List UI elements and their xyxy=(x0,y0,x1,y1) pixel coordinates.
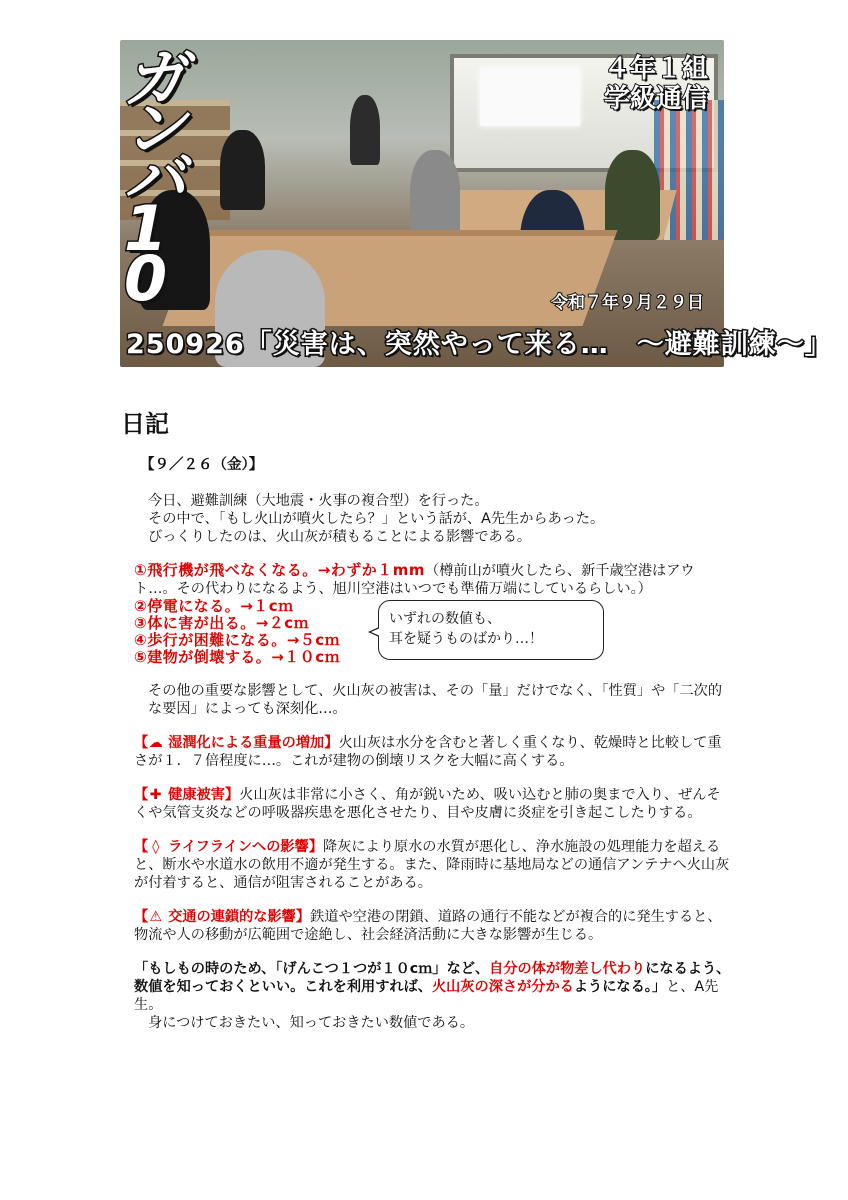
issue-date: 令和７年９月２９日 xyxy=(551,293,704,313)
effect-text: 鉄道や空港の閉鎖、道路の通行不能などが複合的に発生すると、物流や人の移動が広範囲で途絶し、社会経済活動に大きな影響が生じる。 xyxy=(134,909,722,943)
impact-item: ③体に害が出る。→２cｍ xyxy=(134,614,310,632)
effect-label: ライフラインへの影響 xyxy=(168,839,309,855)
other-effects-intro: その他の重要な影響として、火山灰の被害は、その「量」だけでなく、「性質」や「二次的な要因」によっても深刻化…。 xyxy=(148,683,723,717)
closing-highlight: 自分の体が物差し代わり xyxy=(489,961,646,977)
impact-1-label: ①飛行機が飛べなくなる。→わずか１mm xyxy=(134,561,426,579)
effect-label: 健康被害 xyxy=(168,787,225,803)
speech-bubble xyxy=(378,600,604,660)
projector-screen xyxy=(480,68,580,126)
student-figure xyxy=(410,150,460,240)
closing-tail: と、A先生。 xyxy=(134,979,719,1013)
effect-paragraph: 【 ✚ 健康被害】火山灰は非常に小さく、角が鋭いため、吸い込むと肺の奥まで入り、ぜんそくや気管支炎などの呼吸器疾患を悪化させたり、目や皮膚に炎症を引き起こしたりする。 xyxy=(134,787,721,821)
closing-paragraph xyxy=(134,960,734,1014)
headline: 250926「災害は、突然やって来る… ～避難訓練～」 xyxy=(126,329,833,360)
class-name xyxy=(604,54,708,114)
warning-icon: ⚠ xyxy=(149,909,163,925)
health-icon: ✚ xyxy=(149,787,162,803)
class-line-2: 学級通信 xyxy=(603,84,708,114)
water-drop-icon: ◊ xyxy=(152,839,160,855)
final-line: 身につけておきたい、知っておきたい数値である。 xyxy=(148,1015,475,1031)
cloud-icon: ☁ xyxy=(148,735,163,751)
intro-line: 今日、避難訓練（大地震・火事の複合型）を行った。 xyxy=(148,493,489,509)
effect-text: 火山灰は非常に小さく、角が鋭いため、吸い込むと肺の奥まで入り、ぜんそくや気管支炎などの呼吸器疾患を悪化させたり、目や皮膚に炎症を引き起こしたりする。 xyxy=(134,787,721,821)
effect-label: 交通の連鎖的な影響 xyxy=(168,909,296,925)
bubble-line: 耳を疑うものばかり…！ xyxy=(389,631,543,647)
intro-line: びっくりしたのは、火山灰が積もることによる影響である。 xyxy=(148,529,532,545)
student-figure xyxy=(220,130,265,210)
effect-text: 火山灰は水分を含むと著しく重くなり、乾燥時と比較して重さが１．７倍程度に…。これが建物の倒壊リスクを大幅に高くする。 xyxy=(134,735,722,769)
teacher-figure xyxy=(350,95,380,165)
impact-1 xyxy=(134,562,734,598)
impact-item: ④歩行が困難になる。→５cｍ xyxy=(134,631,341,649)
intro-line: その中で、「もし火山が噴火したら？」という話が、A先生からあった。 xyxy=(148,511,605,527)
impact-item: ②停電になる。→１cｍ xyxy=(134,597,294,615)
closing-highlight: 火山灰の深さが分かる xyxy=(431,979,574,995)
impact-item: ⑤建物が倒壊する。→１０cｍ xyxy=(134,648,341,666)
closing-bold: 「もしもの時のため、「げんこつ１つが１０cｍ」など、 xyxy=(134,961,490,977)
entry-date: 【９／２６（金）】 xyxy=(140,457,264,473)
impact-list xyxy=(134,598,734,666)
header-photo xyxy=(120,40,833,367)
section-title: 日記 xyxy=(121,410,169,438)
bubble-line: いずれの数値も、 xyxy=(389,611,501,627)
impact-1-note: （樽前山が噴火したら、新千歳空港はアウト…。その代わりになるよう、旭川空港はいつでも準備万端にしているらしい。） xyxy=(134,563,695,597)
effect-text: 降灰により原水の水質が悪化し、浄水施設の処理能力を超えると、断水や水道水の飲用不適が発生する。また、降雨時に基地局などの通信アンテナへ火山灰が付着すると、通信が阻害されることがある。 xyxy=(134,839,730,891)
newsletter-brand: ガンバ10 xyxy=(124,42,187,315)
closing-bold: ようになる。」 xyxy=(573,979,667,995)
effect-paragraph: 【 ◊ ライフラインへの影響】降灰により原水の水質が悪化し、浄水施設の処理能力を超えると、断水や水道水の飲用不適が発生する。また、降雨時に基地局などの通信アンテナへ火山灰が付着すると、通信が阻害されることがある。 xyxy=(134,839,730,891)
class-line-1: ４年１組 xyxy=(603,54,708,84)
effect-label: 湿潤化による重量の増加 xyxy=(168,735,325,751)
diary-content xyxy=(134,456,734,1032)
effect-paragraph: 【⚠ 交通の連鎖的な影響】鉄道や空港の閉鎖、道路の通行不能などが複合的に発生すると、物流や人の移動が広範囲で途絶し、社会経済活動に大きな影響が生じる。 xyxy=(134,909,722,943)
closing-bold: になるよう、数値を知っておくといい。これを利用すれば、 xyxy=(134,961,731,995)
student-figure xyxy=(605,150,660,240)
effect-paragraph: 【☁ 湿潤化による重量の増加】火山灰は水分を含むと著しく重くなり、乾燥時と比較して重さが１．７倍程度に…。これが建物の倒壊リスクを大幅に高くする。 xyxy=(134,735,722,769)
